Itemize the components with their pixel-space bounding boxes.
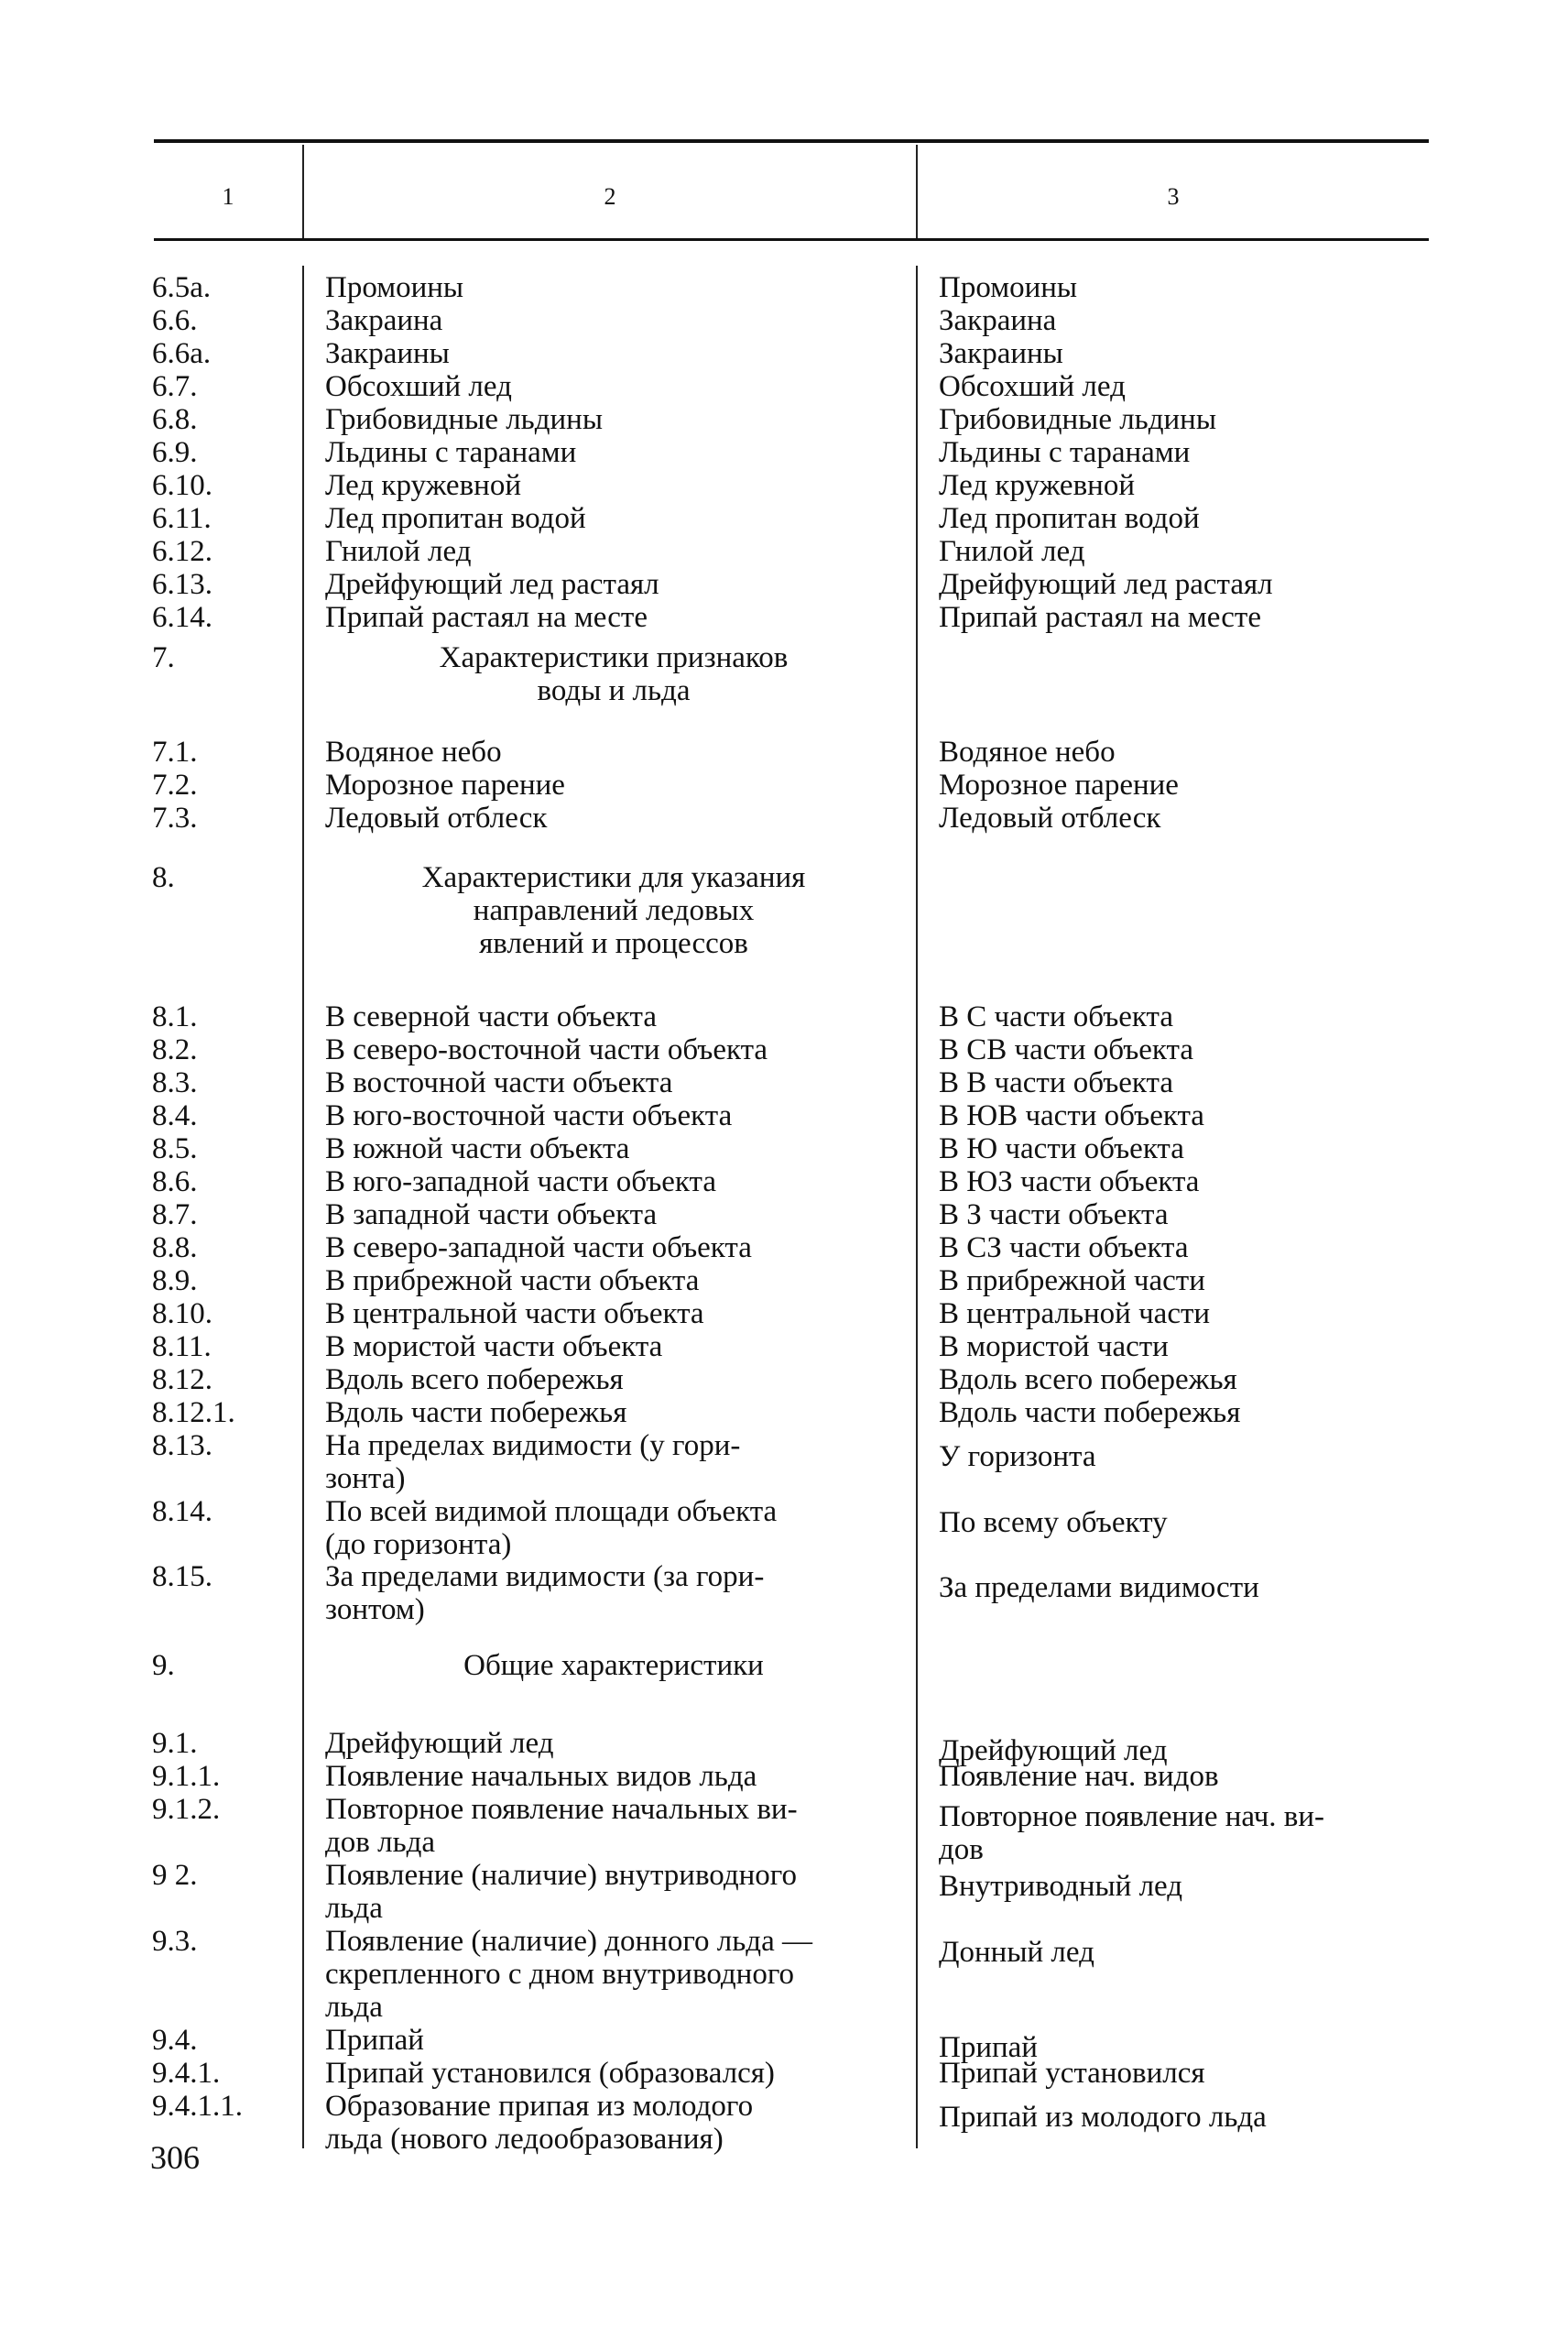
page-number: 306 xyxy=(150,2139,200,2176)
row-number: 8.5. xyxy=(152,1132,198,1165)
table-header-rule xyxy=(154,238,1429,241)
term-text: В западной части объекта xyxy=(325,1198,658,1231)
term-text: Появление начальных видов льда xyxy=(325,1760,757,1793)
short-form-text: Водяное небо xyxy=(939,736,1116,769)
row-number: 8.10. xyxy=(152,1297,212,1330)
term-text: дов льда xyxy=(325,1826,436,1859)
row-number: 6.11. xyxy=(152,502,212,535)
short-form-text: Припай из молодого льда xyxy=(939,2101,1267,2134)
short-form-text: Донный лед xyxy=(939,1936,1094,1969)
short-form-text: Лед кружевной xyxy=(939,469,1135,502)
section-heading: явлений и процессов xyxy=(479,927,748,960)
row-number: 7. xyxy=(152,641,175,674)
row-number: 8. xyxy=(152,861,175,894)
row-number: 6.9. xyxy=(152,436,198,469)
row-number: 6.8. xyxy=(152,403,198,436)
row-number: 8.12. xyxy=(152,1363,212,1396)
term-text: Промоины xyxy=(325,271,464,304)
term-text: В южной части объекта xyxy=(325,1132,630,1165)
row-number: 8.1. xyxy=(152,1000,198,1033)
term-text: Дрейфующий лед растаял xyxy=(325,568,659,601)
short-form-text: В СВ части объекта xyxy=(939,1033,1194,1066)
short-form-text: Морозное парение xyxy=(939,769,1179,802)
header-col-2: 2 xyxy=(604,183,616,210)
row-number: 6.6. xyxy=(152,304,198,337)
header-col-1: 1 xyxy=(222,183,234,210)
term-text: В прибрежной части объекта xyxy=(325,1264,700,1297)
row-number: 8.7. xyxy=(152,1198,198,1231)
term-text: Вдоль части побережья xyxy=(325,1396,627,1429)
short-form-text: Закраины xyxy=(939,337,1063,370)
row-number: 7.2. xyxy=(152,769,198,802)
short-form-text: В центральной части xyxy=(939,1297,1211,1330)
term-text: Льдины с таранами xyxy=(325,436,577,469)
term-text: Гнилой лед xyxy=(325,535,472,568)
short-form-text: Припай установился xyxy=(939,2057,1205,2090)
row-number: 8.15. xyxy=(152,1560,212,1593)
term-text: В северо-западной части объекта xyxy=(325,1231,752,1264)
row-number: 8.8. xyxy=(152,1231,198,1264)
section-heading: направлений ледовых xyxy=(473,894,755,927)
term-text: В центральной части объекта xyxy=(325,1297,704,1330)
term-text: Повторное появление начальных ви- xyxy=(325,1793,798,1826)
row-number: 9.1. xyxy=(152,1727,198,1760)
short-form-text: В прибрежной части xyxy=(939,1264,1205,1297)
row-number: 7.3. xyxy=(152,802,198,835)
term-text: Ледовый отблеск xyxy=(325,802,548,835)
term-text: Закраины xyxy=(325,337,450,370)
short-form-text: Льдины с таранами xyxy=(939,436,1191,469)
row-number: 8.13. xyxy=(152,1429,212,1462)
row-number: 6.6а. xyxy=(152,337,212,370)
section-heading: Характеристики признаков xyxy=(439,641,789,674)
row-number: 9.4.1.1. xyxy=(152,2090,243,2123)
term-text: Появление (наличие) донного льда — xyxy=(325,1925,812,1958)
row-number: 8.3. xyxy=(152,1066,198,1099)
short-form-text: У горизонта xyxy=(939,1440,1096,1473)
short-form-text: В ЮЗ части объекта xyxy=(939,1165,1200,1198)
row-number: 8.4. xyxy=(152,1099,198,1132)
short-form-text: Дрейфующий лед растаял xyxy=(939,568,1273,601)
short-form-text: Вдоль всего побережья xyxy=(939,1363,1237,1396)
short-form-text: Обсохший лед xyxy=(939,370,1126,403)
row-number: 9. xyxy=(152,1649,175,1682)
row-number: 6.14. xyxy=(152,601,212,634)
row-number: 9.1.2. xyxy=(152,1793,221,1826)
term-text: Припай растаял на месте xyxy=(325,601,648,634)
short-form-text: Промоины xyxy=(939,271,1078,304)
term-text: Водяное небо xyxy=(325,736,502,769)
row-number: 8.12.1. xyxy=(152,1396,235,1429)
short-form-text: Закраина xyxy=(939,304,1057,337)
row-number: 6.12. xyxy=(152,535,212,568)
short-form-text: В З части объекта xyxy=(939,1198,1169,1231)
term-text: льда xyxy=(325,1991,383,2024)
term-text: Закраина xyxy=(325,304,443,337)
term-text: В юго-восточной части объекта xyxy=(325,1099,733,1132)
term-text: Лед кружевной xyxy=(325,469,521,502)
term-text: Образование припая из молодого xyxy=(325,2090,754,2123)
row-number: 8.11. xyxy=(152,1330,212,1363)
row-number: 9.3. xyxy=(152,1925,198,1958)
term-text: Припай xyxy=(325,2024,424,2057)
row-number: 7.1. xyxy=(152,736,198,769)
row-number: 9.4. xyxy=(152,2024,198,2057)
term-text: Дрейфующий лед xyxy=(325,1727,554,1760)
section-heading: Общие характеристики xyxy=(463,1649,764,1682)
row-number: 6.13. xyxy=(152,568,212,601)
term-text: На пределах видимости (у гори- xyxy=(325,1429,741,1462)
short-form-text: Внутриводный лед xyxy=(939,1870,1183,1903)
term-text: Грибовидные льдины xyxy=(325,403,604,436)
short-form-text: Появление нач. видов xyxy=(939,1760,1219,1793)
term-text: зонта) xyxy=(325,1462,406,1495)
table-top-rule xyxy=(154,139,1429,143)
column-divider-2 xyxy=(916,266,918,2148)
short-form-text: В В части объекта xyxy=(939,1066,1173,1099)
short-form-text: Вдоль части побережья xyxy=(939,1396,1241,1429)
short-form-text: В СЗ части объекта xyxy=(939,1231,1189,1264)
short-form-text: В С части объекта xyxy=(939,1000,1173,1033)
term-text: (до горизонта) xyxy=(325,1528,512,1561)
column-divider-1 xyxy=(302,266,304,2148)
short-form-text: В мористой части xyxy=(939,1330,1169,1363)
term-text: скрепленного с дном внутриводного xyxy=(325,1958,795,1991)
short-form-text: Ледовый отблеск xyxy=(939,802,1161,835)
term-text: Вдоль всего побережья xyxy=(325,1363,624,1396)
row-number: 6.7. xyxy=(152,370,198,403)
row-number: 6.5а. xyxy=(152,271,212,304)
term-text: льда (нового ледообразования) xyxy=(325,2123,724,2156)
term-text: По всей видимой площади объекта xyxy=(325,1495,778,1528)
term-text: Обсохший лед xyxy=(325,370,512,403)
row-number: 8.6. xyxy=(152,1165,198,1198)
section-heading: воды и льда xyxy=(537,674,691,707)
row-number: 8.14. xyxy=(152,1495,212,1528)
term-text: Морозное парение xyxy=(325,769,565,802)
term-text: Припай установился (образовался) xyxy=(325,2057,775,2090)
header-col-3: 3 xyxy=(1167,183,1180,210)
short-form-text: дов xyxy=(939,1833,984,1866)
row-number: 9.4.1. xyxy=(152,2057,221,2090)
term-text: В северо-восточной части объекта xyxy=(325,1033,768,1066)
short-form-text: В ЮВ части объекта xyxy=(939,1099,1204,1132)
short-form-text: За пределами видимости xyxy=(939,1571,1259,1604)
term-text: зонтом) xyxy=(325,1593,425,1626)
short-form-text: Дрейфующий лед xyxy=(939,1734,1168,1767)
short-form-text: В Ю части объекта xyxy=(939,1132,1184,1165)
term-text: Появление (наличие) внутриводного xyxy=(325,1859,798,1892)
term-text: В восточной части объекта xyxy=(325,1066,673,1099)
section-heading: Характеристики для указания xyxy=(421,861,806,894)
short-form-text: Гнилой лед xyxy=(939,535,1085,568)
short-form-text: Грибовидные льдины xyxy=(939,403,1217,436)
term-text: льда xyxy=(325,1892,383,1925)
row-number: 9 2. xyxy=(152,1859,198,1892)
term-text: В юго-западной части объекта xyxy=(325,1165,717,1198)
row-number: 8.9. xyxy=(152,1264,198,1297)
short-form-text: По всему объекту xyxy=(939,1506,1168,1539)
short-form-text: Повторное появление нач. ви- xyxy=(939,1800,1325,1833)
term-text: В северной части объекта xyxy=(325,1000,658,1033)
short-form-text: Лед пропитан водой xyxy=(939,502,1200,535)
row-number: 8.2. xyxy=(152,1033,198,1066)
row-number: 9.1.1. xyxy=(152,1760,221,1793)
row-number: 6.10. xyxy=(152,469,212,502)
short-form-text: Припай растаял на месте xyxy=(939,601,1261,634)
term-text: Лед пропитан водой xyxy=(325,502,586,535)
term-text: В мористой части объекта xyxy=(325,1330,663,1363)
term-text: За пределами видимости (за гори- xyxy=(325,1560,765,1593)
short-form-text: Припай xyxy=(939,2031,1038,2064)
